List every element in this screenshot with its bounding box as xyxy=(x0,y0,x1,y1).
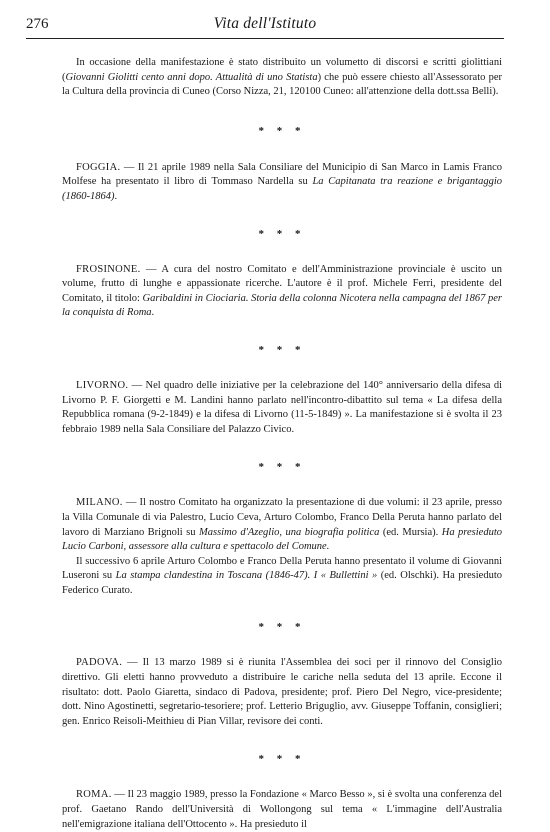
paragraph-foggia xyxy=(62,161,502,205)
running-title: Vita dell'Istituto xyxy=(213,15,317,32)
text-run: — Il 13 marzo 1989 si è riunita l'Assemblea dei soci per il rinnovo del Consiglio direttivo. Gli eletti hanno provveduto a distribuire le cariche nella seduta del 13 aprile. Eccone il risultato: dott. Paolo Giaretta, sindaco di Padova, presidente; prof. Piero Del Negro, vice-presidente; dott. Nino Agostinetti, segretario-tesoriere; prof. Letterio Briguglio, avv. Giuseppe Toffanin, consiglieri; gen. Enrico Reisoli-Meithieu di Pian Villar, revisore dei conti. xyxy=(62,657,502,727)
text-run: In occasione della manifestazione è stato distribuito un volumetto di discorsi e scritti giolittiani ( xyxy=(62,57,502,83)
section-separator: * * * xyxy=(258,753,306,766)
city-heading: PADOVA. xyxy=(76,657,123,669)
paragraph-milano xyxy=(62,496,502,554)
paragraph-padova xyxy=(62,656,502,729)
city-heading: FROSINONE. xyxy=(76,263,141,275)
paragraph-roma xyxy=(62,788,502,832)
section-separator: * * * xyxy=(258,124,306,137)
text-run: (ed. Mursia). xyxy=(379,526,442,538)
text-run: . xyxy=(114,190,118,202)
section-separator: * * * xyxy=(258,227,306,240)
text-run: — Nel quadro delle iniziative per la celebrazione del 140° anniversario della difesa di Livorno P. F. Giorgetti e M. Landini hanno parlato nell'incontro-dibattito sul tema « La difesa della Repubblica romana (9-2-1849) e la difesa di Livorno (11-5-1849) ». La manifestazione si è svolta il 23 febbraio 1989 nella Sala Consiliare del Palazzo Civico. xyxy=(62,379,502,435)
city-heading: FOGGIA. xyxy=(76,161,121,173)
text-run: — Il 21 aprile 1989 nella Sala Consiliare del Municipio di San Marco in Lamis Franco Molfese ha presentato il libro di Tommaso Nardella su xyxy=(62,161,502,188)
body-text xyxy=(62,56,502,832)
paragraph-livorno xyxy=(62,379,502,437)
italic-title: Giovanni Giolitti cento anni dopo. Attualità di uno Statista xyxy=(65,71,318,83)
section-separator: * * * xyxy=(258,461,306,474)
city-heading: LIVORNO. xyxy=(76,379,129,391)
page-number: 276 xyxy=(26,16,49,32)
section-separator: * * * xyxy=(258,621,306,634)
text-run: — Il 23 maggio 1989, presso la Fondazione « Marco Besso », si è svolta una conferenza del prof. Gaetano Rando dell'Università di Wollongong sul tema « L'immagine dell'Australia nell'emigrazione italiana dell'Ottocento ». Ha presieduto il xyxy=(62,789,502,830)
paragraph-intro xyxy=(62,56,502,100)
paragraph-frosinone xyxy=(62,263,502,321)
text-run: (ed. Olschki). Ha presieduto Federico Curato. xyxy=(62,570,502,596)
text-run: — Il nostro Comitato ha organizzato la presentazione di due volumi: il 23 aprile, presso la Villa Comunale di via Palestro, Lucio Ceva, Arturo Colombo, Franco Della Peruta hanno parlato del lavoro di Marziano Brignoli su xyxy=(62,497,502,538)
running-header xyxy=(26,14,504,39)
text-run: — A cura del nostro Comitato e dell'Amministrazione provinciale è uscito un volume, frutto di lunghe e appassionate ricerche. L'autore è il prof. Michele Ferri, presidente del Comitato, il titolo: xyxy=(62,263,502,304)
italic-title: Massimo d'Azeglio, una biografia politica xyxy=(198,526,380,538)
section-separator: * * * xyxy=(258,343,306,356)
city-heading: MILANO. xyxy=(76,497,123,509)
paragraph-milano-2 xyxy=(62,555,502,599)
italic-title: Garibaldini in Ciociaria. Storia della colonna Nicotera nella campagna del 1867 per la conquista di Roma xyxy=(62,292,502,319)
italic-title: La Capitanata tra reazione e brigantaggio (1860-1864) xyxy=(62,176,502,202)
text-run: . xyxy=(151,307,155,319)
city-heading: ROMA. xyxy=(76,789,112,801)
text-run: Il successivo 6 aprile Arturo Colombo e Franco Della Peruta hanno presentato il volume di Giovanni Luseroni su xyxy=(62,555,502,582)
text-run: ) che può essere chiesto all'Assessorato per la Cultura della provincia di Cuneo (Corso Nizza, 21, 120100 Cuneo: all'attenzione della dott.ssa Belli). xyxy=(62,71,502,98)
italic-text: Ha presieduto Lucio Carboni, assessore alla cultura e spettacolo del Comune. xyxy=(62,526,502,553)
italic-title: La stampa clandestina in Toscana (1846-47). I « Bullettini » xyxy=(115,570,378,582)
